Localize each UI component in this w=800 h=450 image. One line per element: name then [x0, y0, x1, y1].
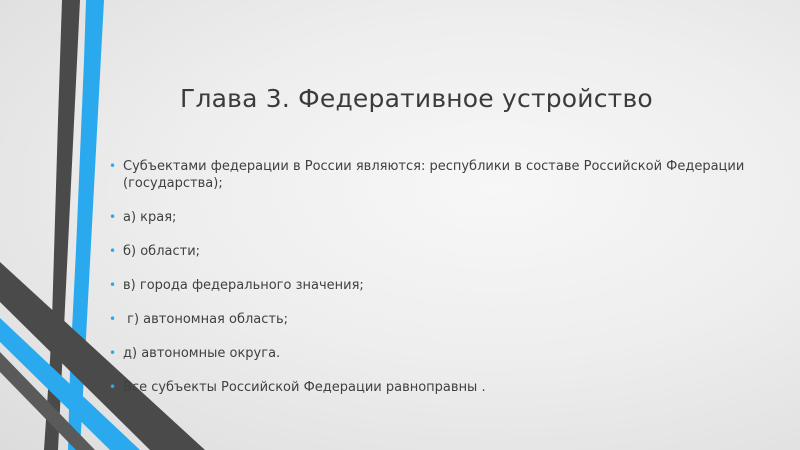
bullet-dot-icon: • [109, 312, 117, 326]
bullet-text: д) автономные округа. [123, 346, 281, 361]
bullet-item [109, 209, 763, 226]
bullet-dot-icon: • [109, 380, 117, 394]
bullet-text: Все субъекты Российской Федерации равноправны . [123, 380, 486, 395]
bullet-dot-icon: • [109, 278, 117, 292]
bullet-item [109, 158, 763, 192]
bullet-dot-icon: • [109, 159, 117, 173]
bullet-dot-icon: • [109, 210, 117, 224]
bullet-dot-icon: • [109, 346, 117, 360]
slide-title: Глава 3. Федеративное устройство [180, 84, 653, 113]
bullet-item [109, 379, 763, 396]
bullet-list [109, 158, 763, 413]
bullet-item [109, 311, 763, 328]
bullet-item [109, 345, 763, 362]
bullet-text: в) города федерального значения; [123, 278, 364, 293]
bullet-text: а) края; [123, 210, 177, 225]
bullet-text: г) автономная область; [123, 312, 289, 327]
bullet-text: Субъектами федерации в России являются: республики в составе Российской Федерации (государства); [123, 159, 745, 191]
bullet-text: б) области; [123, 244, 201, 259]
bullet-item [109, 277, 763, 294]
bullet-dot-icon: • [109, 244, 117, 258]
bullet-item [109, 243, 763, 260]
